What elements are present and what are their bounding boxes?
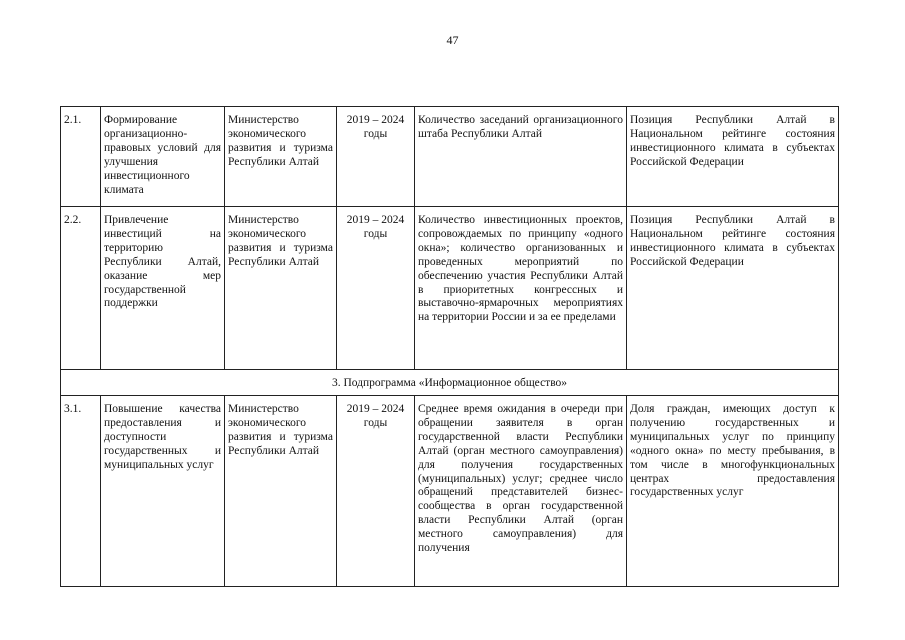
row-number: 3.1. (61, 396, 101, 587)
measure-cell: Повышение качества предоставления и доступности государственных и муниципальных услуг (101, 396, 225, 587)
period-cell: 2019 – 2024 годы (337, 396, 415, 587)
indicator-text: Среднее время ожидания в очереди при обращении заявителя в орган государственной власти Республики Алтай (орган местного самоуправления) для получения государственных (муниципальных) услуг; среднее число обращений представителей бизнес-сообщества в орган государственной власти Республики Алтай (орган местного самоуправления) для получения (418, 403, 623, 555)
row-number: 2.1. (61, 107, 101, 207)
measure-cell: Формирование организационно-правовых условий для улучшения инвестиционного климата (101, 107, 225, 207)
result-cell: Позиция Республики Алтай в Национальном рейтинге состояния инвестиционного климата в субъектах Российской Федерации (627, 107, 839, 207)
executor-cell: Министерство экономического развития и туризма Республики Алтай (225, 107, 337, 207)
table-row (61, 207, 839, 370)
executor-cell: Министерство экономического развития и туризма Республики Алтай (225, 207, 337, 370)
measure-cell: Привлечение инвестиций на территорию Республики Алтай, оказание мер государственной поддержки (101, 207, 225, 370)
program-table (60, 106, 839, 587)
indicator-cell: Количество инвестиционных проектов, сопровождаемых по принципу «одного окна»; количество организованных и проведенных мероприятий по обеспечению участия Республики Алтай в приоритетных конгрессных и выставочно-ярмарочных мероприятиях на территории России и за ее пределами (415, 207, 627, 370)
period-cell: 2019 – 2024 годы (337, 107, 415, 207)
page-number: 47 (446, 33, 459, 47)
result-cell: Доля граждан, имеющих доступ к получению государственных и муниципальных услуг по принципу «одного окна» по месту пребывания, в том числе в многофункциональных центрах предоставления государственных услуг (627, 396, 839, 587)
subprogram-title: 3. Подпрограмма «Информационное общество» (61, 370, 839, 396)
row-number: 2.2. (61, 207, 101, 370)
table-row (61, 107, 839, 207)
subprogram-row (61, 370, 839, 396)
table-row (61, 396, 839, 587)
result-cell: Позиция Республики Алтай в Национальном рейтинге состояния инвестиционного климата в субъектах Российской Федерации (627, 207, 839, 370)
indicator-cell (415, 396, 627, 587)
executor-cell: Министерство экономического развития и туризма Республики Алтай (225, 396, 337, 587)
period-cell: 2019 – 2024 годы (337, 207, 415, 370)
indicator-cell: Количество заседаний организационного штаба Республики Алтай (415, 107, 627, 207)
